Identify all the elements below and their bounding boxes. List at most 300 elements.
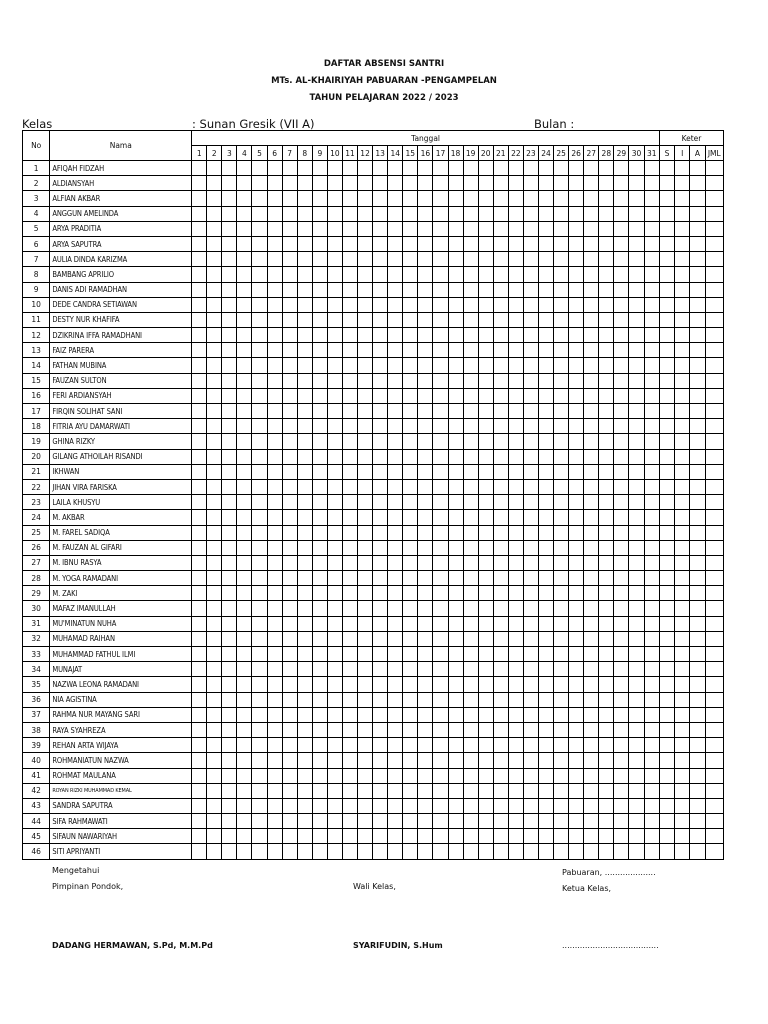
attendance-cell[interactable] [267,449,282,464]
attendance-cell[interactable] [508,647,523,662]
attendance-cell[interactable] [252,692,267,707]
attendance-cell[interactable] [599,647,614,662]
attendance-cell[interactable] [629,540,644,555]
attendance-cell[interactable] [508,707,523,722]
attendance-cell[interactable] [448,540,463,555]
attendance-cell[interactable] [252,252,267,267]
attendance-cell[interactable] [599,677,614,692]
attendance-cell[interactable] [478,358,493,373]
attendance-cell[interactable] [675,252,690,267]
attendance-cell[interactable] [358,692,373,707]
attendance-cell[interactable] [584,555,599,570]
attendance-cell[interactable] [629,221,644,236]
attendance-cell[interactable] [433,404,448,419]
attendance-cell[interactable] [614,738,629,753]
attendance-cell[interactable] [388,464,403,479]
attendance-cell[interactable] [358,206,373,221]
attendance-cell[interactable] [478,449,493,464]
attendance-cell[interactable] [659,449,674,464]
attendance-cell[interactable] [493,662,508,677]
attendance-cell[interactable] [584,525,599,540]
attendance-cell[interactable] [403,783,418,798]
attendance-cell[interactable] [282,586,297,601]
attendance-cell[interactable] [403,814,418,829]
attendance-cell[interactable] [433,236,448,251]
attendance-cell[interactable] [252,768,267,783]
attendance-cell[interactable] [705,753,724,768]
attendance-cell[interactable] [282,814,297,829]
attendance-cell[interactable] [644,540,659,555]
attendance-cell[interactable] [614,722,629,737]
attendance-cell[interactable] [690,161,705,176]
attendance-cell[interactable] [644,738,659,753]
attendance-cell[interactable] [644,252,659,267]
attendance-cell[interactable] [493,692,508,707]
attendance-cell[interactable] [373,662,388,677]
attendance-cell[interactable] [388,571,403,586]
attendance-cell[interactable] [493,449,508,464]
attendance-cell[interactable] [418,707,433,722]
attendance-cell[interactable] [584,434,599,449]
attendance-cell[interactable] [207,555,222,570]
attendance-cell[interactable] [342,647,357,662]
attendance-cell[interactable] [659,297,674,312]
attendance-cell[interactable] [538,783,553,798]
attendance-cell[interactable] [569,753,584,768]
attendance-cell[interactable] [614,221,629,236]
attendance-cell[interactable] [192,206,207,221]
attendance-cell[interactable] [252,677,267,692]
attendance-cell[interactable] [508,722,523,737]
attendance-cell[interactable] [644,844,659,859]
attendance-cell[interactable] [373,829,388,844]
attendance-cell[interactable] [358,419,373,434]
attendance-cell[interactable] [523,525,538,540]
attendance-cell[interactable] [388,404,403,419]
attendance-cell[interactable] [433,692,448,707]
attendance-cell[interactable] [358,479,373,494]
attendance-cell[interactable] [659,647,674,662]
attendance-cell[interactable] [584,267,599,282]
attendance-cell[interactable] [222,236,237,251]
attendance-cell[interactable] [282,495,297,510]
attendance-cell[interactable] [418,388,433,403]
attendance-cell[interactable] [508,662,523,677]
attendance-cell[interactable] [614,388,629,403]
attendance-cell[interactable] [433,586,448,601]
attendance-cell[interactable] [252,647,267,662]
attendance-cell[interactable] [554,434,569,449]
attendance-cell[interactable] [644,221,659,236]
attendance-cell[interactable] [373,343,388,358]
attendance-cell[interactable] [342,161,357,176]
attendance-cell[interactable] [388,510,403,525]
attendance-cell[interactable] [388,297,403,312]
attendance-cell[interactable] [237,312,252,327]
attendance-cell[interactable] [433,677,448,692]
attendance-cell[interactable] [614,464,629,479]
attendance-cell[interactable] [403,464,418,479]
attendance-cell[interactable] [312,662,327,677]
attendance-cell[interactable] [554,373,569,388]
attendance-cell[interactable] [569,814,584,829]
attendance-cell[interactable] [614,161,629,176]
attendance-cell[interactable] [614,358,629,373]
attendance-cell[interactable] [267,768,282,783]
attendance-cell[interactable] [433,343,448,358]
attendance-cell[interactable] [312,540,327,555]
attendance-cell[interactable] [614,844,629,859]
attendance-cell[interactable] [690,267,705,282]
attendance-cell[interactable] [644,312,659,327]
attendance-cell[interactable] [267,601,282,616]
attendance-cell[interactable] [584,814,599,829]
attendance-cell[interactable] [523,631,538,646]
attendance-cell[interactable] [282,631,297,646]
attendance-cell[interactable] [644,631,659,646]
attendance-cell[interactable] [508,798,523,813]
attendance-cell[interactable] [358,586,373,601]
attendance-cell[interactable] [644,434,659,449]
attendance-cell[interactable] [659,328,674,343]
attendance-cell[interactable] [523,555,538,570]
attendance-cell[interactable] [207,373,222,388]
attendance-cell[interactable] [614,829,629,844]
attendance-cell[interactable] [659,798,674,813]
attendance-cell[interactable] [493,677,508,692]
attendance-cell[interactable] [523,267,538,282]
attendance-cell[interactable] [690,768,705,783]
attendance-cell[interactable] [569,647,584,662]
attendance-cell[interactable] [569,221,584,236]
attendance-cell[interactable] [312,555,327,570]
attendance-cell[interactable] [282,236,297,251]
attendance-cell[interactable] [433,328,448,343]
attendance-cell[interactable] [267,692,282,707]
attendance-cell[interactable] [584,404,599,419]
attendance-cell[interactable] [705,495,724,510]
attendance-cell[interactable] [403,555,418,570]
attendance-cell[interactable] [433,753,448,768]
attendance-cell[interactable] [538,707,553,722]
attendance-cell[interactable] [659,404,674,419]
attendance-cell[interactable] [297,449,312,464]
attendance-cell[interactable] [659,738,674,753]
attendance-cell[interactable] [675,631,690,646]
attendance-cell[interactable] [523,540,538,555]
attendance-cell[interactable] [614,419,629,434]
attendance-cell[interactable] [192,586,207,601]
attendance-cell[interactable] [373,449,388,464]
attendance-cell[interactable] [373,206,388,221]
attendance-cell[interactable] [584,358,599,373]
attendance-cell[interactable] [358,798,373,813]
attendance-cell[interactable] [388,722,403,737]
attendance-cell[interactable] [327,525,342,540]
attendance-cell[interactable] [584,449,599,464]
attendance-cell[interactable] [584,176,599,191]
attendance-cell[interactable] [358,722,373,737]
attendance-cell[interactable] [584,586,599,601]
attendance-cell[interactable] [297,586,312,601]
attendance-cell[interactable] [327,161,342,176]
attendance-cell[interactable] [705,358,724,373]
attendance-cell[interactable] [342,434,357,449]
attendance-cell[interactable] [463,419,478,434]
attendance-cell[interactable] [237,161,252,176]
attendance-cell[interactable] [629,449,644,464]
attendance-cell[interactable] [463,388,478,403]
attendance-cell[interactable] [207,419,222,434]
attendance-cell[interactable] [297,601,312,616]
attendance-cell[interactable] [508,161,523,176]
attendance-cell[interactable] [478,373,493,388]
attendance-cell[interactable] [675,753,690,768]
attendance-cell[interactable] [388,738,403,753]
attendance-cell[interactable] [538,495,553,510]
attendance-cell[interactable] [644,464,659,479]
attendance-cell[interactable] [705,328,724,343]
attendance-cell[interactable] [659,221,674,236]
attendance-cell[interactable] [433,844,448,859]
attendance-cell[interactable] [433,647,448,662]
attendance-cell[interactable] [358,358,373,373]
attendance-cell[interactable] [538,601,553,616]
attendance-cell[interactable] [418,525,433,540]
attendance-cell[interactable] [614,449,629,464]
attendance-cell[interactable] [222,312,237,327]
attendance-cell[interactable] [508,252,523,267]
attendance-cell[interactable] [312,601,327,616]
attendance-cell[interactable] [403,722,418,737]
attendance-cell[interactable] [373,753,388,768]
attendance-cell[interactable] [207,495,222,510]
attendance-cell[interactable] [282,677,297,692]
attendance-cell[interactable] [267,677,282,692]
attendance-cell[interactable] [403,404,418,419]
attendance-cell[interactable] [327,540,342,555]
attendance-cell[interactable] [554,555,569,570]
attendance-cell[interactable] [222,783,237,798]
attendance-cell[interactable] [433,191,448,206]
attendance-cell[interactable] [629,692,644,707]
attendance-cell[interactable] [342,252,357,267]
attendance-cell[interactable] [448,722,463,737]
attendance-cell[interactable] [237,495,252,510]
attendance-cell[interactable] [192,161,207,176]
attendance-cell[interactable] [403,373,418,388]
attendance-cell[interactable] [705,343,724,358]
attendance-cell[interactable] [644,358,659,373]
attendance-cell[interactable] [192,404,207,419]
attendance-cell[interactable] [538,328,553,343]
attendance-cell[interactable] [433,388,448,403]
attendance-cell[interactable] [705,525,724,540]
attendance-cell[interactable] [282,388,297,403]
attendance-cell[interactable] [705,722,724,737]
attendance-cell[interactable] [297,525,312,540]
attendance-cell[interactable] [554,282,569,297]
attendance-cell[interactable] [418,206,433,221]
attendance-cell[interactable] [659,601,674,616]
attendance-cell[interactable] [554,829,569,844]
attendance-cell[interactable] [267,267,282,282]
attendance-cell[interactable] [554,631,569,646]
attendance-cell[interactable] [252,586,267,601]
attendance-cell[interactable] [538,449,553,464]
attendance-cell[interactable] [252,343,267,358]
attendance-cell[interactable] [433,464,448,479]
attendance-cell[interactable] [312,312,327,327]
attendance-cell[interactable] [478,388,493,403]
attendance-cell[interactable] [222,328,237,343]
attendance-cell[interactable] [207,252,222,267]
attendance-cell[interactable] [342,753,357,768]
attendance-cell[interactable] [538,798,553,813]
attendance-cell[interactable] [448,555,463,570]
attendance-cell[interactable] [675,267,690,282]
attendance-cell[interactable] [373,844,388,859]
attendance-cell[interactable] [418,373,433,388]
attendance-cell[interactable] [448,343,463,358]
attendance-cell[interactable] [418,358,433,373]
attendance-cell[interactable] [207,844,222,859]
attendance-cell[interactable] [192,495,207,510]
attendance-cell[interactable] [207,358,222,373]
attendance-cell[interactable] [418,753,433,768]
attendance-cell[interactable] [448,328,463,343]
attendance-cell[interactable] [599,662,614,677]
attendance-cell[interactable] [493,707,508,722]
attendance-cell[interactable] [569,829,584,844]
attendance-cell[interactable] [690,236,705,251]
attendance-cell[interactable] [327,738,342,753]
attendance-cell[interactable] [508,297,523,312]
attendance-cell[interactable] [297,176,312,191]
attendance-cell[interactable] [342,464,357,479]
attendance-cell[interactable] [282,373,297,388]
attendance-cell[interactable] [554,525,569,540]
attendance-cell[interactable] [237,738,252,753]
attendance-cell[interactable] [599,282,614,297]
attendance-cell[interactable] [675,601,690,616]
attendance-cell[interactable] [493,601,508,616]
attendance-cell[interactable] [342,525,357,540]
attendance-cell[interactable] [644,373,659,388]
attendance-cell[interactable] [358,707,373,722]
attendance-cell[interactable] [629,404,644,419]
attendance-cell[interactable] [388,540,403,555]
attendance-cell[interactable] [675,768,690,783]
attendance-cell[interactable] [433,707,448,722]
attendance-cell[interactable] [207,798,222,813]
attendance-cell[interactable] [342,677,357,692]
attendance-cell[interactable] [659,616,674,631]
attendance-cell[interactable] [267,312,282,327]
attendance-cell[interactable] [614,176,629,191]
attendance-cell[interactable] [312,647,327,662]
attendance-cell[interactable] [192,707,207,722]
attendance-cell[interactable] [584,662,599,677]
attendance-cell[interactable] [538,176,553,191]
attendance-cell[interactable] [659,707,674,722]
attendance-cell[interactable] [659,783,674,798]
attendance-cell[interactable] [207,510,222,525]
attendance-cell[interactable] [312,191,327,206]
attendance-cell[interactable] [207,267,222,282]
attendance-cell[interactable] [222,191,237,206]
attendance-cell[interactable] [705,692,724,707]
attendance-cell[interactable] [448,707,463,722]
attendance-cell[interactable] [342,191,357,206]
attendance-cell[interactable] [448,161,463,176]
attendance-cell[interactable] [463,738,478,753]
attendance-cell[interactable] [418,419,433,434]
attendance-cell[interactable] [207,312,222,327]
attendance-cell[interactable] [599,449,614,464]
attendance-cell[interactable] [569,525,584,540]
attendance-cell[interactable] [297,616,312,631]
attendance-cell[interactable] [554,677,569,692]
attendance-cell[interactable] [237,419,252,434]
attendance-cell[interactable] [599,798,614,813]
attendance-cell[interactable] [523,616,538,631]
attendance-cell[interactable] [599,540,614,555]
attendance-cell[interactable] [629,829,644,844]
attendance-cell[interactable] [599,161,614,176]
attendance-cell[interactable] [252,358,267,373]
attendance-cell[interactable] [192,388,207,403]
attendance-cell[interactable] [659,722,674,737]
attendance-cell[interactable] [373,419,388,434]
attendance-cell[interactable] [463,312,478,327]
attendance-cell[interactable] [267,722,282,737]
attendance-cell[interactable] [237,798,252,813]
attendance-cell[interactable] [448,495,463,510]
attendance-cell[interactable] [493,373,508,388]
attendance-cell[interactable] [418,601,433,616]
attendance-cell[interactable] [569,267,584,282]
attendance-cell[interactable] [644,479,659,494]
attendance-cell[interactable] [388,844,403,859]
attendance-cell[interactable] [448,829,463,844]
attendance-cell[interactable] [207,464,222,479]
attendance-cell[interactable] [448,191,463,206]
attendance-cell[interactable] [207,282,222,297]
attendance-cell[interactable] [282,798,297,813]
attendance-cell[interactable] [433,525,448,540]
attendance-cell[interactable] [614,631,629,646]
attendance-cell[interactable] [237,571,252,586]
attendance-cell[interactable] [267,191,282,206]
attendance-cell[interactable] [373,722,388,737]
attendance-cell[interactable] [675,449,690,464]
attendance-cell[interactable] [584,753,599,768]
attendance-cell[interactable] [690,206,705,221]
attendance-cell[interactable] [433,221,448,236]
attendance-cell[interactable] [599,510,614,525]
attendance-cell[interactable] [297,662,312,677]
attendance-cell[interactable] [297,677,312,692]
attendance-cell[interactable] [675,297,690,312]
attendance-cell[interactable] [705,540,724,555]
attendance-cell[interactable] [523,252,538,267]
attendance-cell[interactable] [614,662,629,677]
attendance-cell[interactable] [493,571,508,586]
attendance-cell[interactable] [433,434,448,449]
attendance-cell[interactable] [599,206,614,221]
attendance-cell[interactable] [358,647,373,662]
